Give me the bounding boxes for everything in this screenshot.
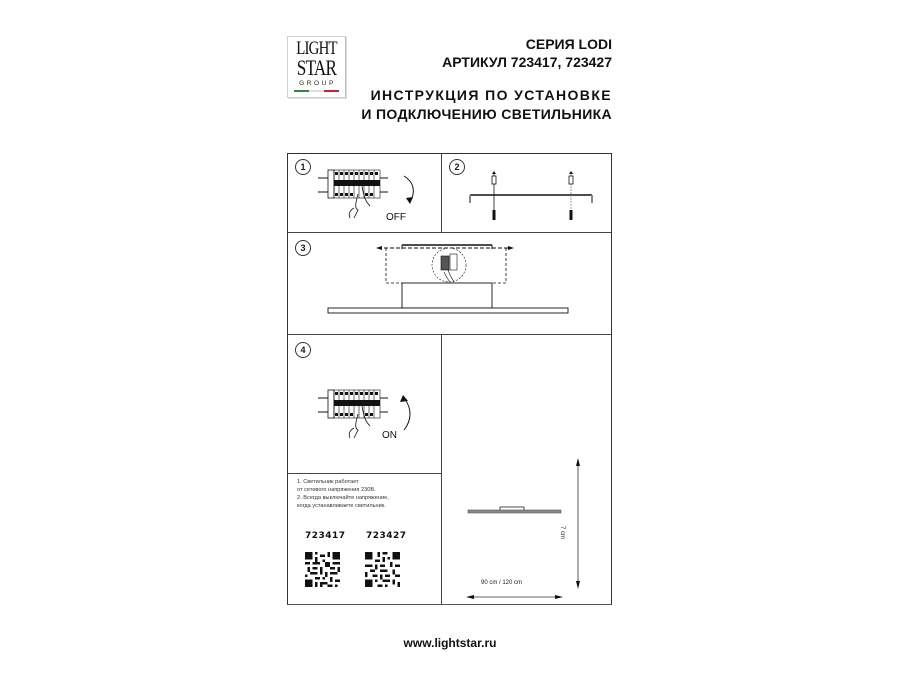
series-title: СЕРИЯ LODI [525,36,612,52]
height-dimension-label: 7 cm [559,526,565,540]
arrow-down-rotate-icon [400,174,420,206]
article-code: 723417 [305,531,346,541]
step-number-badge: 4 [295,342,311,358]
safety-notes [297,478,437,510]
logo-text-star: STAR [296,55,337,80]
width-dimension-label: 90 cm / 120 cm [481,580,523,586]
dimensions-drawing [448,444,608,599]
lightstar-logo [287,36,346,98]
divider [288,334,611,335]
instruction-title-line1: ИНСТРУКЦИЯ ПО УСТАНОВКЕ [370,87,612,103]
note-line: 2. Всегда выключайте напряжение, [297,495,389,501]
divider [441,154,442,232]
qr-code-icon [305,552,340,587]
divider [288,232,611,233]
wiring-connection-icon [318,240,588,322]
step-number-badge: 1 [295,159,311,175]
qr-code-icon [365,552,400,587]
italian-flag-stripe [294,90,339,92]
instruction-title-line2: И ПОДКЛЮЧЕНИЮ СВЕТИЛЬНИКА [361,106,612,122]
logo-text-group: GROUP [299,80,336,87]
article-code: 723427 [366,531,407,541]
logo-text-light: LIGHT [296,38,337,59]
website-url[interactable]: www.lightstar.ru [403,636,497,650]
off-label: OFF [386,212,406,223]
mounting-bracket-icon [460,166,600,226]
step-number-badge: 3 [295,240,311,256]
divider [441,334,442,604]
arrow-up-rotate-icon [396,392,416,432]
divider [288,473,442,474]
article-numbers: АРТИКУЛ 723417, 723427 [442,54,612,70]
step-number-badge: 2 [449,159,465,175]
note-line: 1. Светильник работает [297,479,359,485]
note-line: когда устанавливаете светильник. [297,503,386,509]
on-label: ON [382,430,397,441]
note-line: от сетевого напряжения 230В. [297,487,376,493]
